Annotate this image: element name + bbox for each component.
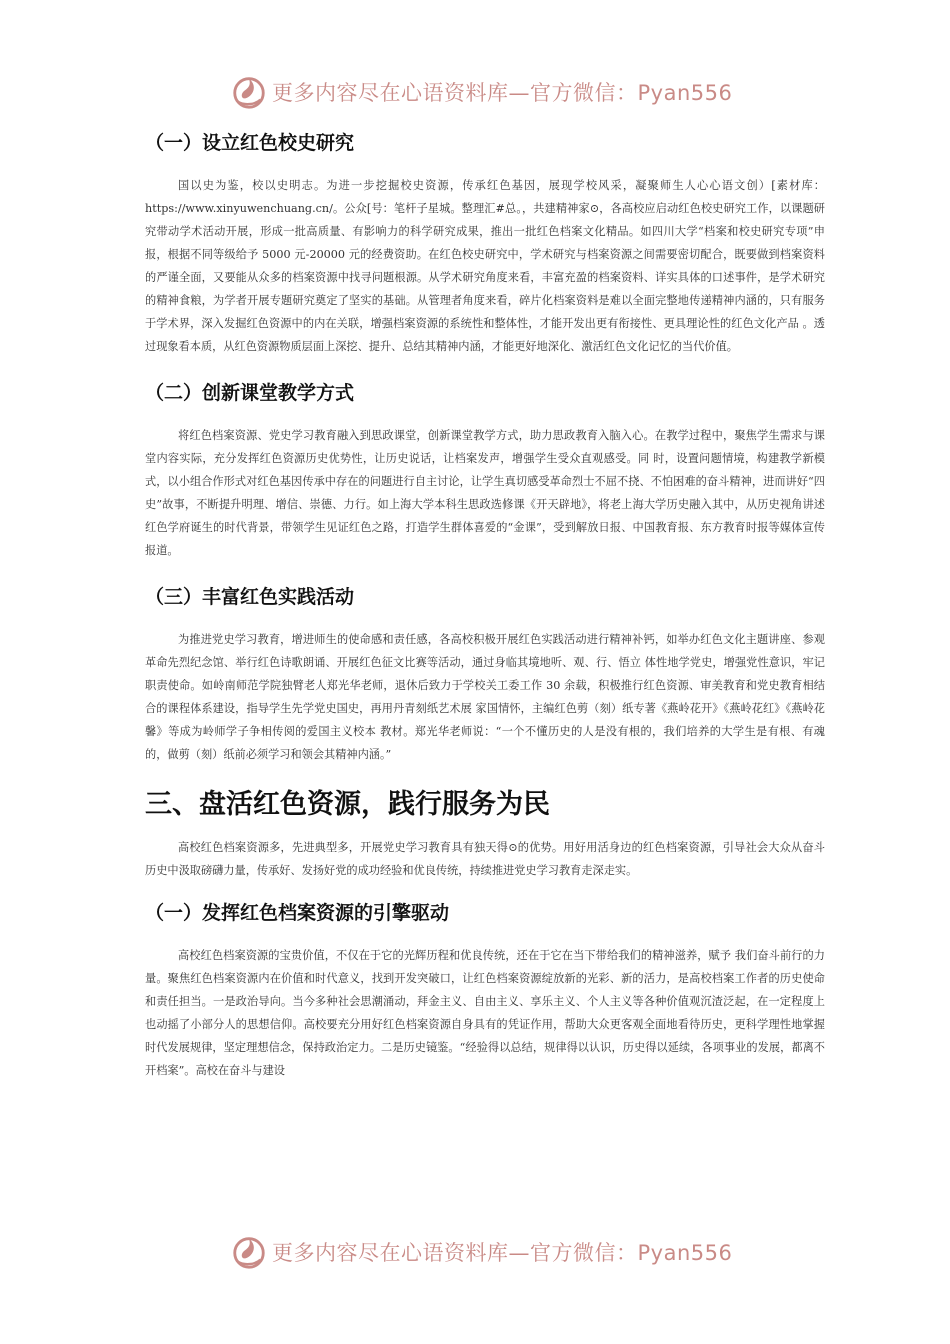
chapter-title: 三、盘活红色资源，践行服务为民 — [145, 789, 550, 820]
section-paragraph: 将红色档案资源、党史学习教育融入到思政课堂，创新课堂教学方式，助力思政教育入脑入心。在教学过程中，聚焦学生需求与课堂内容实际，充分发挥红色资源历史优势性，让历史说话，让档案发声，增强学生受众直观感受。同 时，设置问题情境，构建教学新模式，以小组合作形式对红色基因传承中存在的问题进行自主讨论，让学生真切感受革命烈士不屈不挠、不怕困难的奋斗精神，进而讲好“四史”故事，不断提升明理、增信、崇德、力行。如上海大学本科生思政选修课《开天辟地》，将老上海大学历史融入其中，从历史视角讲述红色学府诞生的时代背景，带领学生见证红色之路，打造学生群体喜爱的“金课”，受到解放日报、中国教育报、东方教育时报等媒体宣传报道。 — [145, 429, 825, 557]
watermark-banner-bottom — [230, 1232, 732, 1272]
section-title: （二）创新课堂教学方式 — [145, 382, 355, 404]
section-paragraph: 国以史为鉴，校以史明志。为进一步挖掘校史资源，传承红色基因，展现学校风采，凝聚师生人心心语文创）[素材库：https://www.xinyuwenchuang.cn/。公众[号：笔杆子星城。整理汇#总。，共建精神家⊙，各高校应启动红色校史研究工作，以课题研究带动学术活动开展，形成一批高质量、有影响力的科学研究成果，推出一批红色档案文化精品。如四川大学“档案和校史研究专项”申报，根据不同等级给予 5000 元-20000 元的经费资助。在红色校史研究中，学术研究与档案资源之间需要密切配合，既要做到档案资料的严谨全面，又要能从众多的档案资源中找寻问题根源。从学术研究角度来看，丰富充盈的档案资料、详实具体的口述事件，是学术研究的精神食粮，为学者开展专题研究奠定了坚实的基础。从管理者角度来看，碎片化档案资料是难以全面完整地传递精神内涵的，只有服务于学术界，深入发掘红色资源中的内在关联，增强档案资源的系统性和整体性，才能开发出更有衔接性、更具理论性的红色文化产品 。透过现象看本质，从红色资源物质层面上深挖、提升、总结其精神内涵，才能更好地深化、激活红色文化记忆的当代价值。 — [145, 179, 825, 353]
section-title: （一）设立红色校史研究 — [145, 132, 355, 154]
document-body — [145, 126, 825, 1082]
section-title: （三）丰富红色实践活动 — [145, 586, 355, 608]
flame-swirl-logo-icon — [230, 1233, 268, 1271]
watermark-banner-top — [230, 72, 732, 112]
chapter-paragraph: 高校红色档案资源多，先进典型多，开展党史学习教育具有独天得⊙的优势。用好用活身边的红色档案资源，引导社会大众从奋斗历史中汲取磅礴力量，传承好、发扬好党的成功经验和优良传统，持续推进党史学习教育走深走实。 — [145, 841, 825, 877]
section-title: （一）发挥红色档案资源的引擎驱动 — [145, 902, 450, 924]
watermark-text: 更多内容尽在心语资料库—官方微信：Pyan556 — [272, 1241, 733, 1265]
flame-swirl-logo-icon — [230, 73, 268, 111]
section-paragraph: 为推进党史学习教育，增进师生的使命感和责任感，各高校积极开展红色实践活动进行精神补钙，如举办红色文化主题讲座、参观革命先烈纪念馆、举行红色诗歌朗诵、开展红色征文比赛等活动，通过身临其境地听、观、行、悟立 体性地学党史，增强党性意识，牢记职责使命。如岭南师范学院独臂老人郑光华老师，退休后致力于学校关工委工作 30 余载，积极推行红色资源、审美教育和党史教育相结合的课程体系建设，指导学生先学党史国史，再用丹青刻纸艺术展 家国情怀，主编红色剪（刻）纸专著《燕岭花开》《燕岭花红》《燕岭花馨》等成为岭师学子争相传阅的爱国主义校本 教材。郑光华老师说：“一个不懂历史的人是没有根的，我们培养的大学生是有根、有魂的，做剪（刻）纸前必须学习和领会其精神内涵。” — [145, 633, 825, 761]
section-paragraph: 高校红色档案资源的宝贵价值，不仅在于它的光辉历程和优良传统，还在于它在当下带给我们的精神滋养，赋予 我们奋斗前行的力量。聚焦红色档案资源内在价值和时代意义，找到开发突破口，让红色档案资源绽放新的光彩、新的活力，是高校档案工作者的历史使命和责任担当。一是政治导向。当今多种社会思潮涌动，拜金主义、自由主义、享乐主义、个人主义等各种价值观沉渣泛起，在一定程度上也动摇了小部分人的思想信仰。高校要充分用好红色档案资源自身具有的凭证作用，帮助大众更客观全面地看待历史，更科学理性地掌握时代发展规律，坚定理想信念，保持政治定力。二是历史镜鉴。“经验得以总结，规律得以认识，历史得以延续，各项事业的发展，都离不开档案”。高校在奋斗与建设 — [145, 949, 825, 1077]
watermark-text: 更多内容尽在心语资料库—官方微信：Pyan556 — [272, 81, 733, 105]
